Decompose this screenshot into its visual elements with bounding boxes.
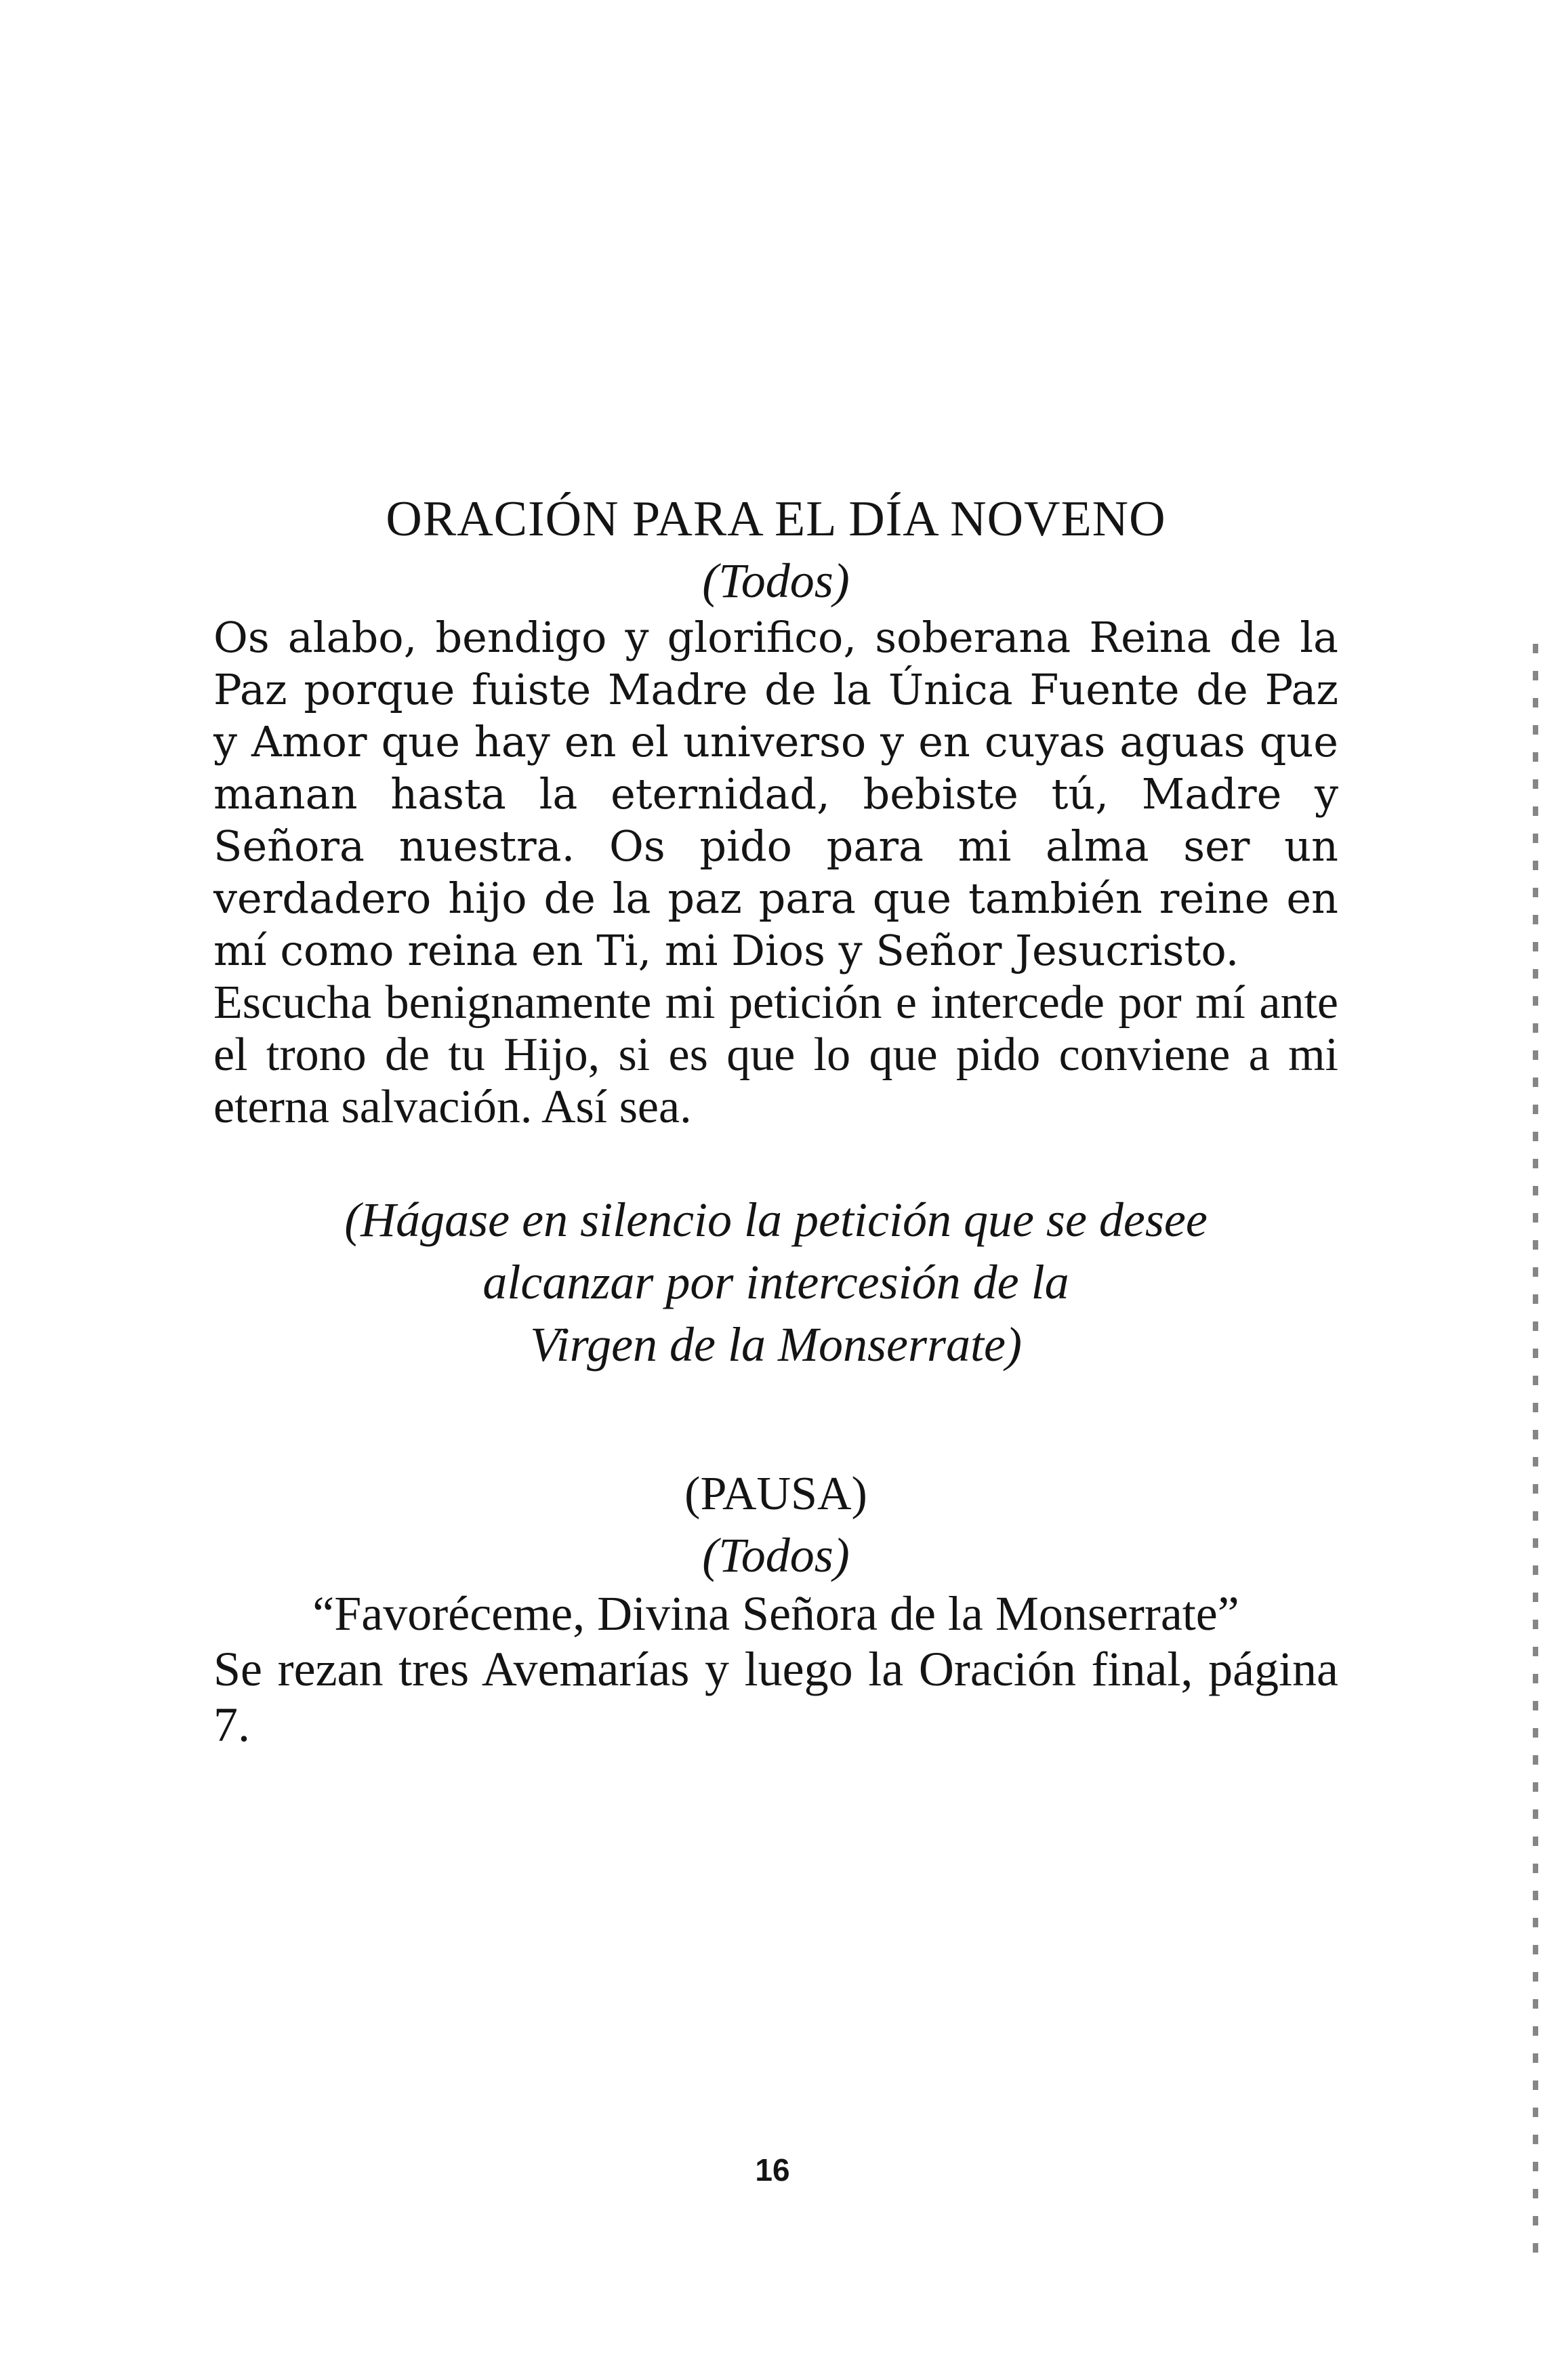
invocation-line: “Favoréceme, Divina Señora de la Monserrate” [312,1586,1239,1641]
todos-label-2: (Todos) [702,1528,850,1582]
instruction-line: alcanzar por intercesión de la [482,1255,1069,1309]
page-title: ORACIÓN PARA EL DÍA NOVENO [386,491,1166,547]
pausa-label: (PAUSA) [684,1468,867,1520]
prayer-text-block [213,488,1338,1752]
prayer-paragraph: Os alabo, bendigo y glorifico, soberana Reina de la Paz porque fuiste Madre de la Única Fuente de Paz y Amor que hay en el universo y en cuyas aguas que manan hasta la eternidad, bebiste tú, Madre y Señora nuestra. Os pido para mi alma ser un verdadero hijo de la paz para que también reine en mí como reina en Ti, mi Dios y Señor Jesucristo. [213,613,1338,975]
closing-line: Se rezan tres Avemarías y luego la Oración final, página 7. [213,1642,1338,1752]
petition-paragraph: Escucha benignamente mi petición e intercede por mí ante el trono de tu Hijo, si es que lo que pido conviene a mi eterna salvación. Así sea. [213,977,1338,1133]
scan-edge-artifact [1533,644,1538,2270]
todos-label-1: (Todos) [702,554,850,608]
page-number: 16 [755,2152,790,2188]
instruction-line: Virgen de la Monserrate) [530,1317,1022,1372]
silent-petition-instruction [213,1189,1338,1376]
instruction-line: (Hágase en silencio la petición que se desee [344,1193,1208,1247]
